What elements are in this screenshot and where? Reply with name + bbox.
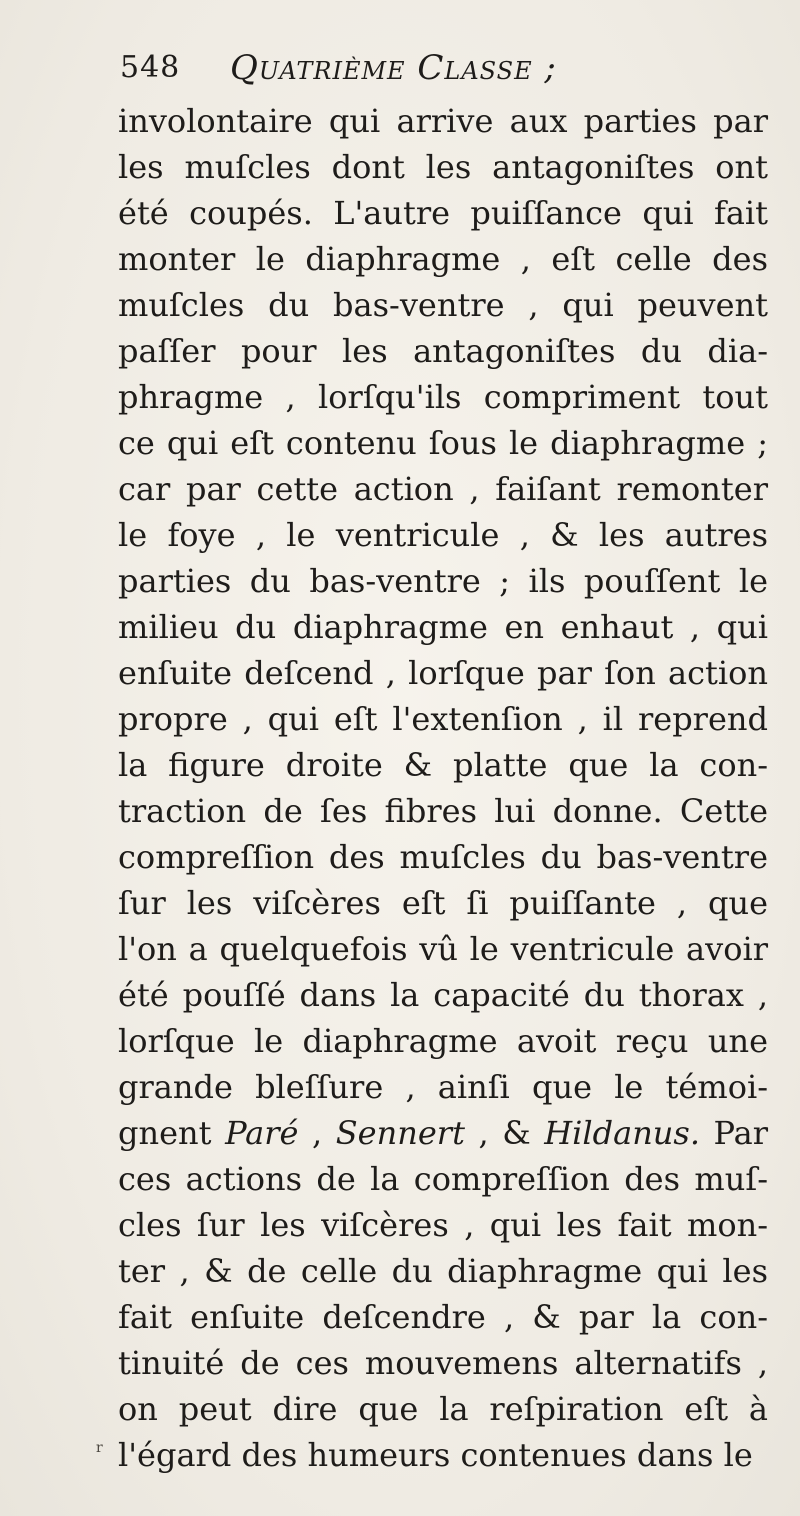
text-line: traction de ſes fibres lui donne. Cette <box>118 792 768 830</box>
page-number: 548 <box>120 50 181 85</box>
text-line: milieu du diaphragme en enhaut , qui <box>118 608 768 646</box>
text-line: l'on a quelquefois vû le ventricule avoir <box>118 930 768 968</box>
body-text <box>118 98 768 1478</box>
text-line: fait enſuite deſcendre , & par la con- <box>118 1298 768 1336</box>
text-line: grande bleſſure , ainſi que le témoi- <box>118 1068 768 1106</box>
margin-mark: r <box>96 1440 103 1456</box>
text-line: tinuité de ces mouvemens alternatifs , <box>118 1344 768 1382</box>
text-line: muſcles du bas-ventre , qui peuvent <box>118 286 768 324</box>
text-line: ces actions de la compreſſion des muſ- <box>118 1160 768 1198</box>
text-line: le foye , le ventricule , & les autres <box>118 516 768 554</box>
author-name-sennert: Sennert <box>335 1114 465 1152</box>
text-line: monter le diaphragme , eſt celle des <box>118 240 768 278</box>
line-text: gnent <box>118 1114 226 1152</box>
line-text: Par <box>700 1114 769 1152</box>
author-name-hildanus: Hildanus. <box>544 1114 700 1152</box>
running-head: Quatrième Classe ; <box>230 48 557 88</box>
text-line: l'égard des humeurs contenues dans le <box>118 1436 753 1474</box>
page-header <box>120 44 760 94</box>
text-line: lorſque le diaphragme avoit reçu une <box>118 1022 768 1060</box>
text-line: ce qui eſt contenu ſous le diaphragme ; <box>118 424 768 462</box>
text-line: propre , qui eſt l'extenſion , il reprend <box>118 700 768 738</box>
text-line: involontaire qui arrive aux parties par <box>118 102 768 140</box>
text-line: les muſcles dont les antagoniſtes ont <box>118 148 768 186</box>
text-line: paſſer pour les antagoniſtes du dia- <box>118 332 768 370</box>
author-name-pare: Paré <box>225 1114 299 1152</box>
text-line: compreſſion des muſcles du bas-ventre <box>118 838 768 876</box>
text-line: la figure droite & platte que la con- <box>118 746 768 784</box>
line-text: , & <box>464 1114 545 1152</box>
text-line: parties du bas-ventre ; ils pouſſent le <box>118 562 768 600</box>
text-line: on peut dire que la reſpiration eſt à <box>118 1390 768 1428</box>
text-line: été coupés. L'autre puiſſance qui fait <box>118 194 768 232</box>
text-line: phragme , lorſqu'ils compriment tout <box>118 378 768 416</box>
text-line: car par cette action , faiſant remonter <box>118 470 768 508</box>
text-line: enſuite deſcend , lorſque par ſon action <box>118 654 768 692</box>
text-line: cles ſur les viſcères , qui les fait mon- <box>118 1206 768 1244</box>
text-line: été pouſſé dans la capacité du thorax , <box>118 976 768 1014</box>
text-line-with-names <box>118 1110 768 1156</box>
text-line: ſur les viſcères eſt ſi puiſſante , que <box>118 884 768 922</box>
text-line: ter , & de celle du diaphragme qui les <box>118 1252 768 1290</box>
line-text: , <box>298 1114 336 1152</box>
